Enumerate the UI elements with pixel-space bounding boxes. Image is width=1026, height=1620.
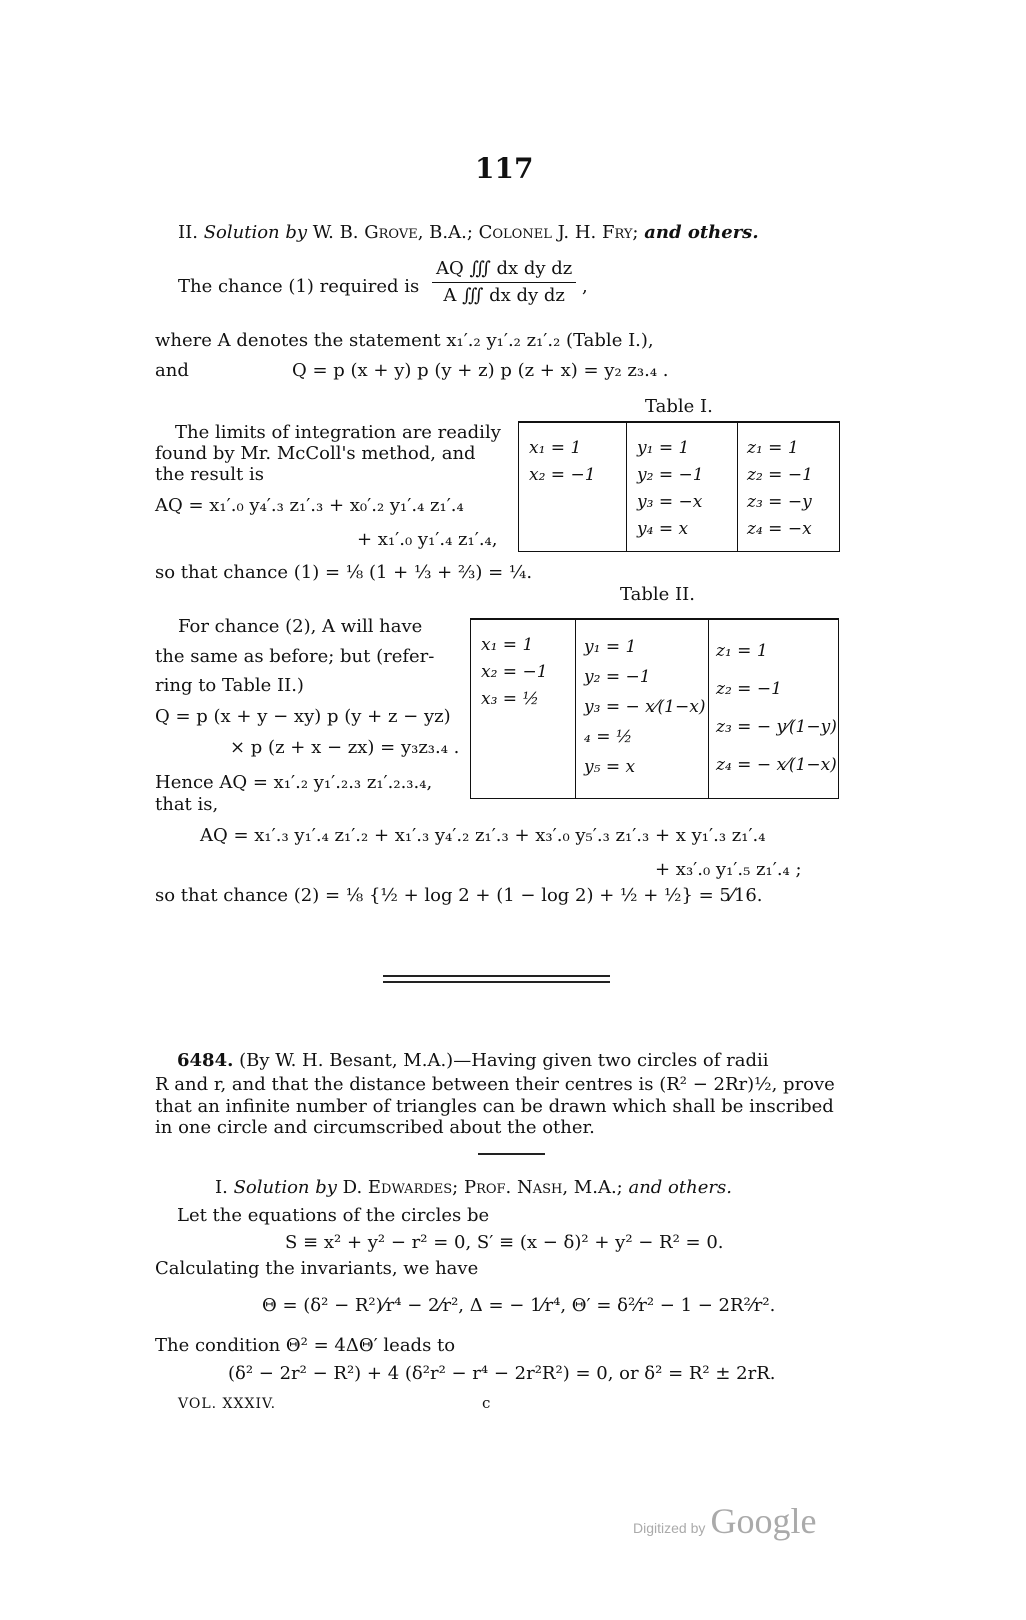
table2 <box>470 618 839 799</box>
table-cell: x₂ = −1 <box>529 465 596 485</box>
where-line: where A denotes the statement x₁′.₂ y₁′.₂ z₁′.₂ (Table I.), <box>155 330 654 351</box>
aq2-line2: + x₃′.₀ y₁′.₅ z₁′.₄ ; <box>655 859 802 880</box>
signature-mark: c <box>482 1394 491 1412</box>
hence-line: Hence AQ = x₁′.₂ y₁′.₂.₃ z₁′.₂.₃.₄, <box>155 772 433 793</box>
section-divider <box>383 975 610 977</box>
problem-text: in one circle and circumscribed about the other. <box>155 1117 595 1138</box>
solution-heading <box>178 222 759 244</box>
fraction-comma: , <box>582 276 588 297</box>
table-cell: z₂ = −1 <box>747 465 813 485</box>
problem-number: 6484. <box>177 1050 234 1071</box>
heading-others: and others. <box>644 222 759 243</box>
page-number: 117 <box>475 152 534 185</box>
invariants: Θ = (δ² − R²)⁄r⁴ − 2⁄r², Δ = − 1⁄r⁴, Θ′ = δ²⁄r² − 1 − 2R²⁄r². <box>262 1295 776 1316</box>
table-cell: z₂ = −1 <box>716 679 782 699</box>
table1-y-column <box>637 435 704 543</box>
table2-y-column <box>584 632 705 782</box>
table-cell: y₃ = − x⁄(1−x) <box>584 697 706 717</box>
table-cell: z₁ = 1 <box>747 438 799 458</box>
table-cell: z₄ = −x <box>747 519 812 539</box>
google-watermark <box>633 1500 816 1542</box>
table-cell: z₃ = −y <box>747 492 812 512</box>
heading-number: I. <box>215 1177 228 1198</box>
problem-text: R and r, and that the distance between their centres is (R² − 2Rr)½, prove <box>155 1074 835 1095</box>
table-cell: y₄ = x <box>637 519 689 539</box>
limits-line: found by Mr. McColl's method, and <box>155 443 476 464</box>
chance2-line: ring to Table II.) <box>155 675 304 696</box>
calc-line: Calculating the invariants, we have <box>155 1258 479 1279</box>
chance2-result: so that chance (2) = ⅛ {½ + log 2 + (1 − log 2) + ½ + ½} = 5⁄16. <box>155 885 763 906</box>
table-cell: z₄ = − x⁄(1−x) <box>716 755 837 775</box>
heading-by: Solution by <box>203 222 308 243</box>
aq1-line2: + x₁′.₀ y₁′.₄ z₁′.₄, <box>357 529 498 550</box>
heading-names: W. B. Grove, B.A.; Colonel J. H. Fry; <box>312 222 639 243</box>
result-line: (δ² − 2r² − R²) + 4 (δ²r² − r⁴ − 2r²R²) = 0, or δ² = R² ± 2rR. <box>228 1363 776 1384</box>
heading-number: II. <box>178 222 198 243</box>
google-logo: Google <box>710 1501 817 1541</box>
fraction-denominator: A ∭ dx dy dz <box>443 285 565 306</box>
table2-z-column <box>716 632 837 784</box>
table-cell: z₃ = − y⁄(1−y) <box>716 717 837 737</box>
limits-line: The limits of integration are readily <box>175 422 501 443</box>
table2-x-column <box>481 632 548 713</box>
solution1-heading <box>215 1177 732 1199</box>
table-cell: ₄ = ½ <box>584 727 633 747</box>
chance1-result: so that chance (1) = ⅛ (1 + ⅓ + ⅔) = ¼. <box>155 562 533 583</box>
table-cell: y₂ = −1 <box>584 667 651 687</box>
and-label: and <box>155 360 189 381</box>
short-divider <box>478 1153 545 1155</box>
limits-line: the result is <box>155 464 264 485</box>
heading-names: D. Edwardes; Prof. Nash, M.A.; <box>342 1177 623 1198</box>
table-divider <box>708 620 709 798</box>
section-divider <box>383 981 610 983</box>
problem-text: (By W. H. Besant, M.A.)—Having given two circles of radii <box>239 1050 769 1071</box>
chance1-intro: The chance (1) required is <box>178 276 420 297</box>
volume-label: VOL. XXXIV. <box>178 1396 277 1412</box>
heading-by: Solution by <box>233 1177 337 1198</box>
table-divider <box>575 620 576 798</box>
table-cell: x₂ = −1 <box>481 662 548 682</box>
chance1-fraction <box>432 258 576 307</box>
aq1-line1: AQ = x₁′.₀ y₄′.₃ z₁′.₃ + x₀′.₂ y₁′.₄ z₁′.₄ <box>155 495 464 516</box>
table-cell: x₃ = ½ <box>481 689 539 709</box>
table-cell: y₁ = 1 <box>637 438 690 458</box>
table-cell: y₅ = x <box>584 757 636 777</box>
table-cell: y₃ = −x <box>637 492 703 512</box>
table1-title: Table I. <box>645 396 713 417</box>
table1-x-column <box>529 435 596 489</box>
table-cell: y₂ = −1 <box>637 465 704 485</box>
chance2-line: the same as before; but (refer- <box>155 646 435 667</box>
table-cell: x₁ = 1 <box>481 635 534 655</box>
q2-line1: Q = p (x + y − xy) p (y + z − yz) <box>155 706 451 727</box>
chance2-line: For chance (2), A will have <box>178 616 423 637</box>
that-is: that is, <box>155 794 219 815</box>
condition-line: The condition Θ² = 4ΔΘ′ leads to <box>155 1335 456 1356</box>
aq2-line1: AQ = x₁′.₃ y₁′.₄ z₁′.₂ + x₁′.₃ y₄′.₂ z₁′.₃ + x₃′.₀ y₅′.₃ z₁′.₃ + x y₁′.₃ z₁′.₄ <box>200 825 766 846</box>
q-equation: Q = p (x + y) p (y + z) p (z + x) = y₂ z₃.₄ . <box>292 360 669 381</box>
table-cell: y₁ = 1 <box>584 637 637 657</box>
problem-first-line <box>177 1050 769 1072</box>
watermark-prefix: Digitized by <box>633 1520 706 1536</box>
table-divider <box>626 423 627 551</box>
q2-line2: × p (z + x − zx) = y₃z₃.₄ . <box>230 737 460 758</box>
problem-text: that an infinite number of triangles can be drawn which shall be inscribed <box>155 1096 834 1117</box>
table1 <box>518 421 840 552</box>
table2-title: Table II. <box>620 584 695 605</box>
let-line: Let the equations of the circles be <box>177 1205 490 1226</box>
table1-z-column <box>747 435 813 543</box>
heading-others: and others. <box>628 1177 732 1198</box>
circle-equations: S ≡ x² + y² − r² = 0, S′ ≡ (x − δ)² + y² − R² = 0. <box>285 1232 724 1253</box>
table-cell: z₁ = 1 <box>716 641 768 661</box>
fraction-numerator: AQ ∭ dx dy dz <box>432 258 576 283</box>
table-divider <box>737 423 738 551</box>
table-cell: x₁ = 1 <box>529 438 582 458</box>
